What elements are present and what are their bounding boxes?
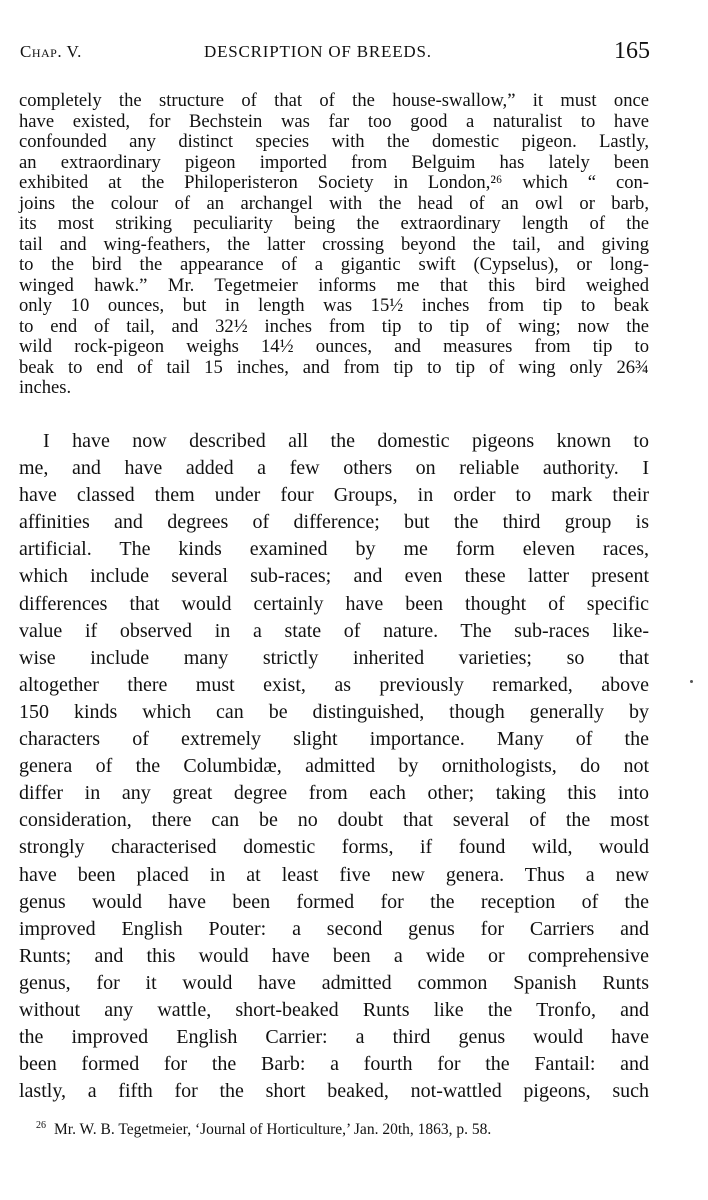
footnote-text: Mr. W. B. Tegetmeier, ‘Journal of Horticulture,’ Jan. 20th, 1863, p. 58. (54, 1121, 492, 1138)
text-line: been formed for the Barb: a fourth for the Fantail: and (19, 1053, 649, 1076)
text-line: improved English Pouter: a second genus for Carriers and (19, 917, 649, 940)
text-line: I have now described all the domestic pigeons known to (43, 430, 649, 452)
text-line: altogether there must exist, as previously remarked, above (19, 673, 649, 696)
text-line: joins the colour of an archangel with the head of an owl or barb, (19, 192, 649, 214)
text-line: exhibited at the Philoperisteron Society in London,²⁶ which “ con- (19, 172, 649, 193)
running-head (20, 38, 650, 68)
text-line: confounded any distinct species with the domestic pigeon. Lastly, (19, 131, 649, 152)
text-line: beak to end of tail 15 inches, and from tip to tip of wing only 26¾ (19, 356, 649, 378)
text-line: completely the structure of that of the house-swallow,” it must once (19, 90, 649, 111)
text-line: to end of tail, and 32½ inches from tip to tip of wing; now the (19, 315, 649, 337)
text-line: its most striking peculiarity being the extraordinary length of the (19, 213, 649, 234)
text-line: winged hawk.” Mr. Tegetmeier informs me that this bird weighed (19, 274, 649, 296)
text-line: differences that would certainly have been thought of specific (19, 592, 649, 615)
text-line: have existed, for Bechstein was far too good a naturalist to have (19, 110, 649, 132)
text-line: consideration, there can be no doubt that several of the most (19, 809, 649, 832)
text-line: have been placed in at least five new genera. Thus a new (19, 863, 649, 886)
text-line: wild rock-pigeon weighs 14½ ounces, and measures from tip to (19, 336, 649, 357)
text-line: differ in any great degree from each other; taking this into (19, 782, 649, 805)
text-line: which include several sub-races; and even these latter present (19, 565, 649, 588)
margin-speck (690, 680, 693, 683)
text-line: inches. (19, 377, 72, 398)
text-line: genera of the Columbidæ, admitted by ornithologists, do not (19, 755, 649, 778)
text-line: tail and wing-feathers, the latter crossing beyond the tail, and giving (19, 233, 649, 255)
text-line: lastly, a fifth for the short beaked, not-wattled pigeons, such (19, 1080, 649, 1103)
text-line: wise include many strictly inherited varieties; so that (19, 646, 649, 669)
text-line: 150 kinds which can be distinguished, though generally by (19, 700, 649, 723)
running-title: DESCRIPTION OF BREEDS. (204, 42, 432, 61)
text-line: strongly characterised domestic forms, if found wild, would (19, 836, 649, 859)
text-line: have classed them under four Groups, in order to mark their (19, 484, 649, 507)
text-line: artificial. The kinds examined by me form eleven races, (19, 538, 649, 561)
main-paragraph (19, 428, 649, 1105)
page-number: 165 (614, 38, 650, 64)
chapter-label: Chap. V. (20, 42, 82, 61)
text-line: an extraordinary pigeon imported from Belguim has lately been (19, 151, 649, 173)
text-line: without any wattle, short-beaked Runts like the Tronfo, and (19, 998, 649, 1021)
text-line: characters of extremely slight importance. Many of the (19, 728, 649, 751)
text-line: only 10 ounces, but in length was 15½ inches from tip to beak (19, 295, 649, 316)
text-line: the improved English Carrier: a third genus would have (19, 1026, 649, 1049)
text-line: genus would have been formed for the reception of the (19, 890, 649, 913)
footnote (36, 1116, 650, 1140)
text-line: to the bird the appearance of a gigantic swift (Cypselus), or long- (19, 254, 649, 275)
text-line: value if observed in a state of nature. The sub-races like- (19, 619, 649, 642)
text-line: affinities and degrees of difference; but the third group is (19, 511, 649, 534)
text-line: me, and have added a few others on reliable authority. I (19, 457, 649, 480)
footnote-marker: 26 (36, 1120, 46, 1131)
continuation-paragraph (19, 91, 649, 399)
text-line: genus, for it would have admitted common Spanish Runts (19, 971, 649, 994)
text-line: Runts; and this would have been a wide or comprehensive (19, 944, 649, 967)
